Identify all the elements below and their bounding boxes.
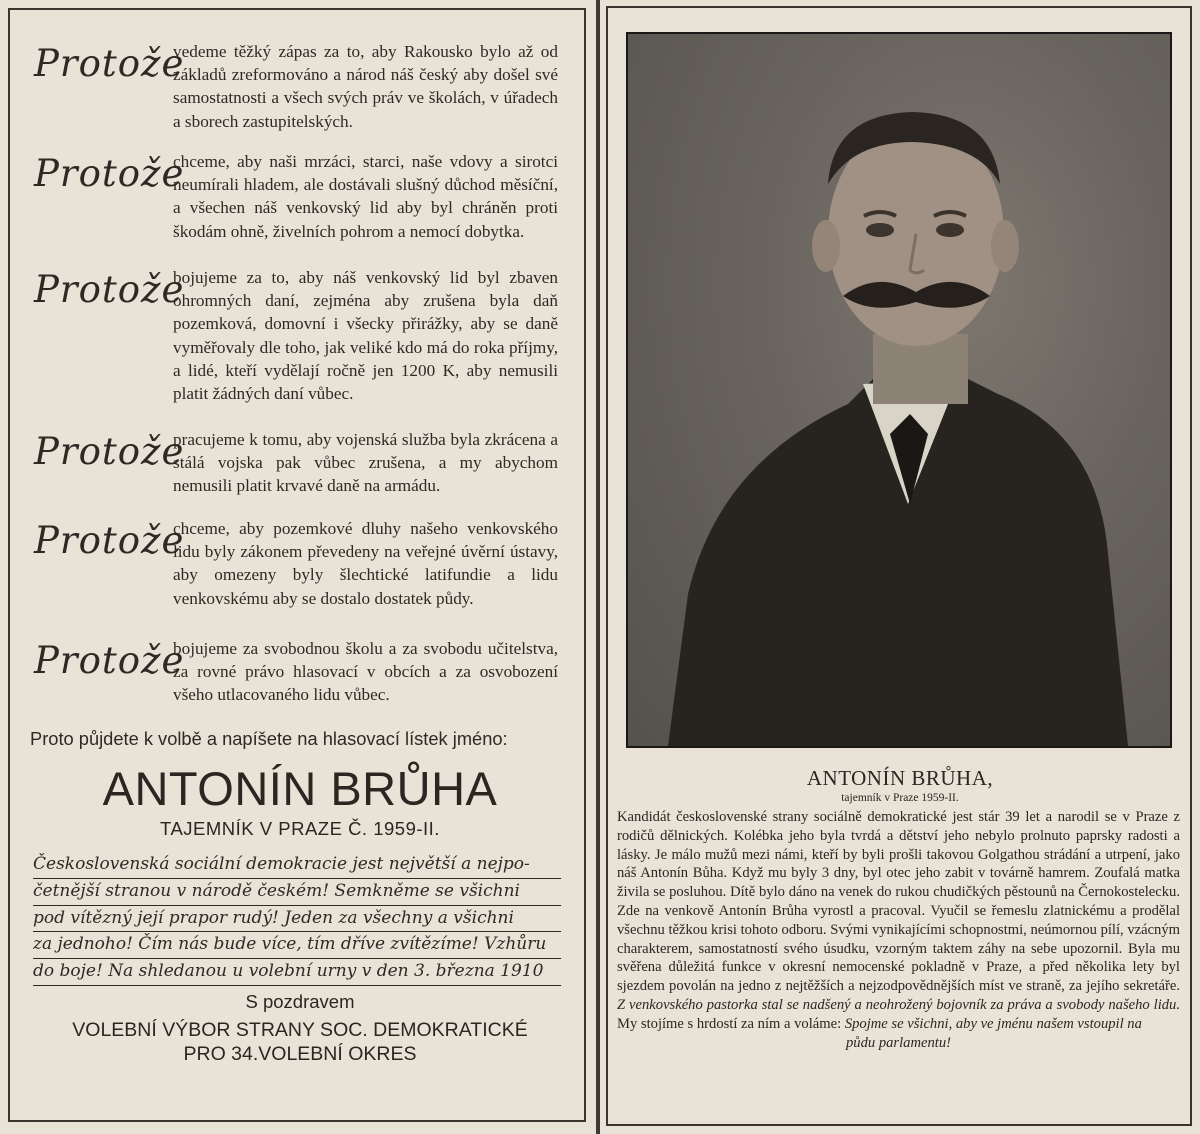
candidate-name: ANTONÍN BRŮHA: [102, 762, 498, 815]
bio-text-2: My stojíme s hrdostí za ním a voláme:: [617, 1015, 842, 1032]
bio-emphasis: Z venkovského pastorka stal se nadšený a neohrožený bojovník za práva a svobody našeho lidu.: [617, 996, 1180, 1013]
portrait-caption-name: ANTONÍN BRŮHA,: [806, 766, 994, 790]
slogan-line: pod vítězný její prapor rudý! Jeden za všechny a všichni: [33, 906, 561, 933]
slogan-line: četnější stranou v národě českém! Semkněme se všichni: [33, 879, 561, 906]
committee-line-2: PRO 34.VOLEBNÍ OKRES: [183, 1043, 417, 1065]
reason-word: Protože: [34, 519, 185, 562]
slogan-line: za jednoho! Čím nás bude více, tím dříve zvítězíme! Vzhůru: [33, 932, 561, 959]
biography: [617, 808, 1180, 1052]
bio-call: Spojme se všichni, aby ve jménu našem vstoupil na: [844, 1015, 1142, 1032]
slogan: [33, 852, 561, 986]
left-page: [0, 0, 596, 1134]
right-page: [600, 0, 1200, 1134]
reason-text: chceme, aby pozemkové dluhy našeho venkovského lidu byly zákonem převedeny na veřejné úvěrní ústavy, aby omezeny byly šlechtické latifundie a lidu venkovskému aby se dostalo dostatek půdy.: [173, 519, 558, 608]
slogan-line: Československá sociální demokracie jest největší a nejpo-: [33, 852, 561, 879]
slogan-line: do boje! Na shledanou u volební urny v den 3. března 1910: [33, 959, 561, 986]
reason-text: bojujeme za svobodnou školu a za svobodu učitelstva, za rovné právo hlasovací v obcích a za osvobození všeho utlacovaného lidu vůbec.: [173, 639, 558, 705]
reason-word: Protože: [34, 639, 185, 682]
candidate-title: TAJEMNÍK V PRAZE Č. 1959-II.: [160, 818, 440, 839]
portrait-illustration: [628, 34, 1170, 746]
reason-word: Protože: [34, 42, 185, 85]
reason-text: vedeme těžký zápas za to, aby Rakousko bylo až od základů zreformováno a národ náš český aby došel své samostatnosti a všech svých práv ve školách, v úřadech a sborech zastupitelských.: [173, 42, 558, 131]
reason-text: bojujeme za to, aby náš venkovský lid byl zbaven ohromných daní, zejména aby zrušena byla daň pozemková, domovní i všecky přirážky, aby se daně vyměřovaly dle toho, jak veliké kdo má do roka příjmy, a lidé, kteří vydělají ročně jen 1200 K, aby nemusili platit žádných daní vůbec.: [173, 268, 558, 404]
vote-instruction: Proto půjdete k volbě a napíšete na hlasovací lístek jméno:: [30, 728, 508, 749]
reason-text: pracujeme k tomu, aby vojenská služba byla zkrácena a stálá vojska pak vůbec zrušena, a my abychom nemusili platit krvavé daně na armádu.: [173, 430, 558, 496]
bio-call-end: půdu parlamentu!: [846, 1034, 951, 1051]
reason-word: Protože: [34, 430, 185, 473]
bio-text: Kandidát československé strany sociálně demokratické jest stár 39 let a narodil se v Praze z rodičů dělnických. Kolébka jeho byla tvrdá a dětství jeho nebylo prolnuto paprsky radosti a lásky. Je málo mužů mezi námi, kteří by byli prošli takovou Golgathou strádání a utrpení, jako náš Antonín Bůha. Když mu byly 3 dny, byl otec jeho zabit v továrně hamrem. Zoufalá matka živila se posluhou. Dítě bylo dáno na venek do rukou chudičkých pěstounů na Černokostelecku. Zde na venkově Antonín Brůha vyrostl a pracoval. Vyučil se řemeslu zlatnickému a prodělal všechnu těžkou krisi tohoto odboru. Svými vynikajícími schopnostmi, neúmornou pílí, vzácným charakterem, samostatností svého úsudku, vzorným taktem záhy na sebe upozornil. Byla mu svěřena důležitá funkce v okresní nemocenské pokladně v Praze, a před několika lety byl sjezdem povolán na jedno z nejtěžších a nejzodpovědnějších míst ve straně, za jejího sekretáře.: [617, 809, 1181, 995]
portrait-caption-title: tajemník v Praze 1959-II.: [841, 792, 959, 804]
reason-text: chceme, aby naši mrzáci, starci, naše vdovy a sirotci neumírali hladem, ale dostávali slušný důchod měsíční, a všechen náš venkovský lid aby byl chráněn proti škodám ohně, živelních pohrom a nemocí dobytka.: [173, 152, 558, 241]
greeting: S pozdravem: [245, 991, 355, 1012]
committee: [20, 1018, 580, 1066]
committee-line-1: VOLEBNÍ VÝBOR STRANY SOC. DEMOKRATICKÉ: [72, 1019, 528, 1041]
candidate-portrait: [626, 32, 1172, 748]
reason-word: Protože: [34, 152, 185, 195]
reason-word: Protože: [34, 268, 185, 311]
